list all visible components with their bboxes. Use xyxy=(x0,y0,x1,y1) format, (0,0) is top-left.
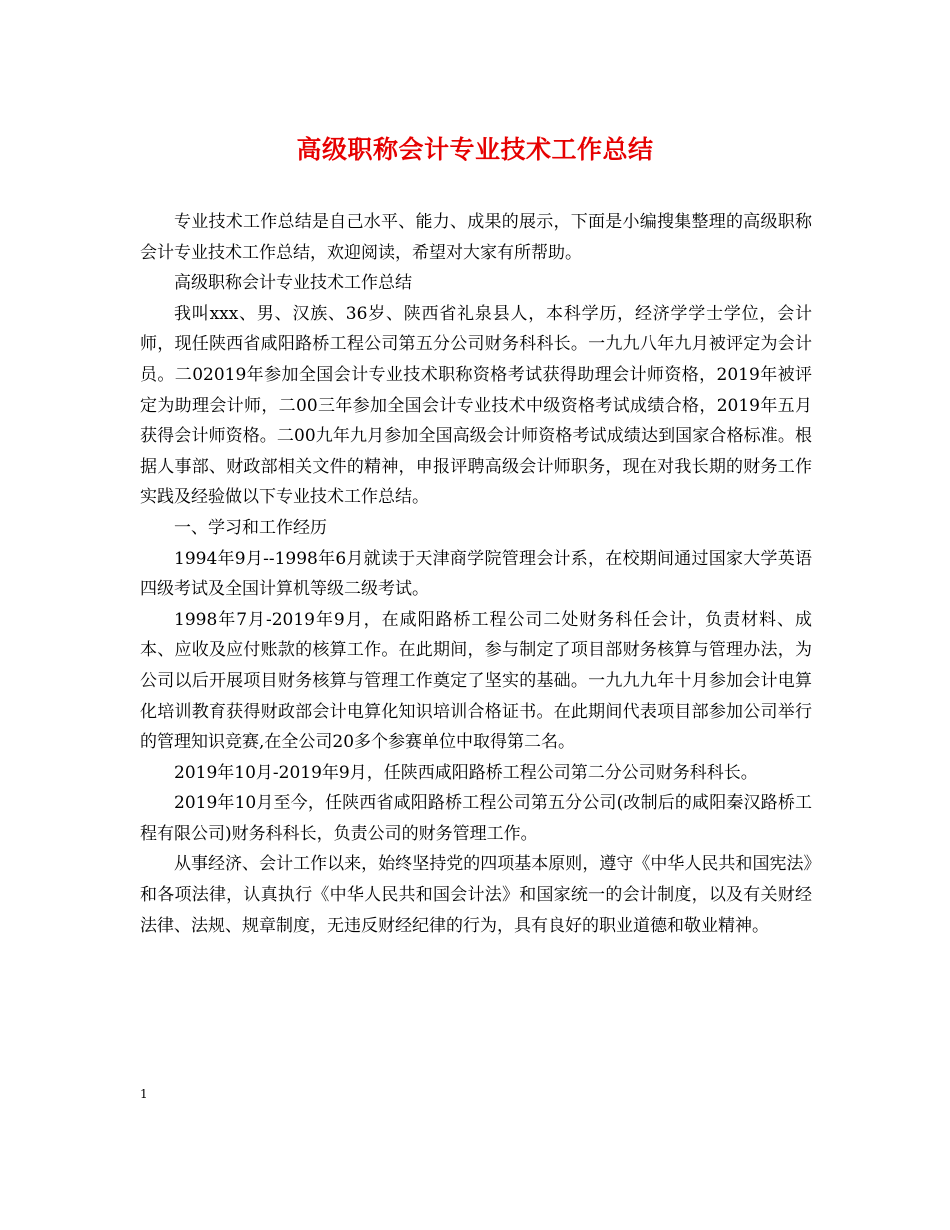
education-paragraph: 1994年9月--1998年6月就读于天津商学院管理会计系，在校期间通过国家大学英语四级考试及全国计算机等级二级考试。 xyxy=(140,548,812,600)
intro-paragraph: 专业技术工作总结是自己水平、能力、成果的展示，下面是小编搜集整理的高级职称会计专业技术工作总结，欢迎阅读，希望对大家有所帮助。 xyxy=(140,212,812,263)
work-history-paragraph-1: 1998年7月-2019年9月，在咸阳路桥工程公司二处财务科任会计，负责材料、成本、应收及应付账款的核算工作。在此期间，参与制定了项目部财务核算与管理办法，为公司以后开展项目财务核算与管理工作奠定了坚实的基础。一九九九年十月参加会计电算化培训教育获得财政部会计电算化知识培训合格证书。在此期间代表项目部参加公司举行的管理知识竞赛,在全公司20多个参赛单位中取得第二名。 xyxy=(140,609,812,753)
personal-profile-paragraph: 我叫xxx、男、汉族、36岁、陕西省礼泉县人，本科学历，经济学学士学位，会计师，现任陕西省咸阳路桥工程公司第五分公司财务科科长。一九九八年九月被评定为会计员。二02019年参加全国会计专业技术职称资格考试获得助理会计师资格，2019年被评定为助理会计师，二00三年参加全国会计专业技术中级资格考试成绩合格，2019年五月获得会计师资格。二00九年九月参加全国高级会计师资格考试成绩达到国家合格标准。根据人事部、财政部相关文件的精神，申报评聘高级会计师职务，现在对我长期的财务工作实践及经验做以下专业技术工作总结。 xyxy=(140,303,812,508)
section-heading-experience: 一、学习和工作经历 xyxy=(174,517,327,538)
section-heading-summary: 高级职称会计专业技术工作总结 xyxy=(174,273,412,294)
work-history-paragraph-2: 2019年10月-2019年9月，任陕西咸阳路桥工程公司第二分公司财务科科长。 xyxy=(174,762,758,783)
work-history-paragraph-3: 2019年10月至今，任陕西省咸阳路桥工程公司第五分公司(改制后的咸阳秦汉路桥工程有限公司)财务科科长，负责公司的财务管理工作。 xyxy=(140,793,812,844)
document-body xyxy=(140,207,812,941)
document-title: 高级职称会计专业技术工作总结 xyxy=(296,135,654,164)
page-number: 1 xyxy=(140,1087,148,1101)
professional-conduct-paragraph: 从事经济、会计工作以来，始终坚持党的四项基本原则，遵守《中华人民共和国宪法》和各项法律，认真执行《中华人民共和国会计法》和国家统一的会计制度，以及有关财经法律、法规、规章制度，无违反财经纪律的行为，具有良好的职业道德和敬业精神。 xyxy=(140,854,812,936)
